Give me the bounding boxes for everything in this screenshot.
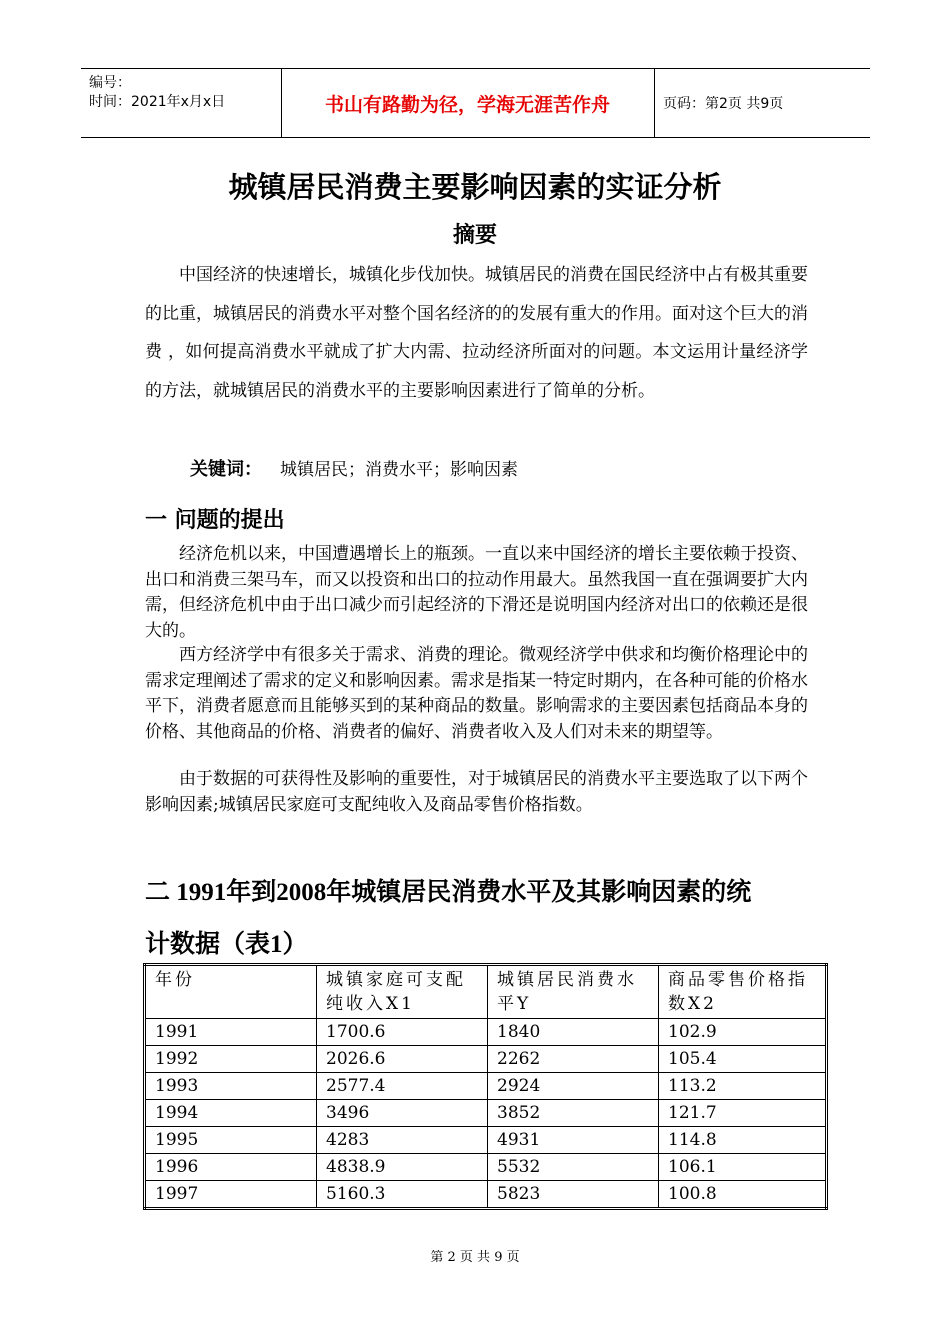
table-cell: 3852 — [488, 1100, 659, 1127]
section2-heading-line2: 计数据（表1） — [145, 931, 308, 958]
keywords — [190, 455, 518, 481]
table-cell: 4931 — [488, 1127, 659, 1154]
table-header-cell: 城镇家庭可支配纯收入X1 — [317, 965, 488, 1019]
table-row — [145, 1019, 827, 1046]
keywords-text: 城镇居民；消费水平；影响因素 — [280, 460, 518, 480]
document-title: 城镇居民消费主要影响因素的实证分析 — [228, 170, 722, 204]
table-cell: 100.8 — [659, 1181, 827, 1209]
section1-paragraph-2: 西方经济学中有很多关于需求、消费的理论。微观经济学中供求和均衡价格理论中的需求定理阐述了需求的定义和影响因素。需求是指某一特定时期内，在各种可能的价格水平下，消费者愿意而且能够买到的某种商品的数量。影响需求的主要因素包括商品本身的价格、其他商品的价格、消费者的偏好、消费者收入及人们对未来的期望等。 — [145, 645, 808, 742]
table-cell: 2026.6 — [317, 1046, 488, 1073]
statistics-table — [143, 963, 828, 1210]
header-page-info: 页码：第2页 共9页 — [663, 96, 784, 112]
table-cell: 1840 — [488, 1019, 659, 1046]
header-meta — [81, 69, 282, 137]
table-header-cell: 城镇居民消费水平Y — [488, 965, 659, 1019]
table-cell: 4283 — [317, 1127, 488, 1154]
header-motto: 书山有路勤为径，学海无涯苦作舟 — [281, 69, 655, 137]
table-cell: 1997 — [145, 1181, 317, 1209]
table-row — [145, 1073, 827, 1100]
keywords-label: 关键词： — [190, 459, 262, 480]
table-cell: 1700.6 — [317, 1019, 488, 1046]
table-cell: 1994 — [145, 1100, 317, 1127]
table-header-cell: 年份 — [145, 965, 317, 1019]
table-row — [145, 1100, 827, 1127]
table-cell: 1992 — [145, 1046, 317, 1073]
table-cell: 1996 — [145, 1154, 317, 1181]
table-header-row — [145, 965, 827, 1019]
section2-heading-line1: 二 1991年到2008年城镇居民消费水平及其影响因素的统 — [145, 879, 752, 906]
table-cell: 5160.3 — [317, 1181, 488, 1209]
number-label: 编号： — [89, 75, 131, 91]
table-cell: 105.4 — [659, 1046, 827, 1073]
page-footer: 第 2 页 共 9 页 — [430, 1250, 520, 1265]
table-row — [145, 1127, 827, 1154]
table-row — [145, 1046, 827, 1073]
abstract-heading: 摘要 — [452, 223, 497, 248]
table-header-cell: 商品零售价格指数X2 — [659, 965, 827, 1019]
page-header — [81, 68, 870, 138]
table-cell: 5823 — [488, 1181, 659, 1209]
table-cell: 1995 — [145, 1127, 317, 1154]
abstract-text: 中国经济的快速增长，城镇化步伐加快。城镇居民的消费在国民经济中占有极其重要的比重，城镇居民的消费水平对整个国名经济的的发展有重大的作用。面对这个巨大的消费 ，如何提高消费水平就成了扩大内需、拉动经济所面对的问题。本文运用计量经济学的方法，就城镇居民的消费水平的主要影响因素进行了简单的分析。 — [145, 265, 808, 401]
table-cell: 2924 — [488, 1073, 659, 1100]
table-cell: 113.2 — [659, 1073, 827, 1100]
table-cell: 106.1 — [659, 1154, 827, 1181]
table-cell: 121.7 — [659, 1100, 827, 1127]
table-cell: 1991 — [145, 1019, 317, 1046]
table-cell: 2262 — [488, 1046, 659, 1073]
table-row — [145, 1154, 827, 1181]
table-cell: 5532 — [488, 1154, 659, 1181]
table-cell: 102.9 — [659, 1019, 827, 1046]
table-cell: 4838.9 — [317, 1154, 488, 1181]
section1-paragraph-1: 经济危机以来，中国遭遇增长上的瓶颈。一直以来中国经济的增长主要依赖于投资、出口和消费三架马车，而又以投资和出口的拉动作用最大。虽然我国一直在强调要扩大内需，但经济危机中由于出口减少而引起经济的下滑还是说明国内经济对出口的依赖还是很大的。 — [145, 544, 808, 641]
table-cell: 3496 — [317, 1100, 488, 1127]
table-cell: 1993 — [145, 1073, 317, 1100]
section1-heading: 一 问题的提出 — [145, 508, 285, 533]
section1-paragraph-3: 由于数据的可获得性及影响的重要性，对于城镇居民的消费水平主要选取了以下两个影响因素;城镇居民家庭可支配纯收入及商品零售价格指数。 — [145, 769, 808, 815]
table-row — [145, 1181, 827, 1209]
time-label: 时间：2021年x月x日 — [89, 94, 226, 110]
table-cell: 2577.4 — [317, 1073, 488, 1100]
table-cell: 114.8 — [659, 1127, 827, 1154]
